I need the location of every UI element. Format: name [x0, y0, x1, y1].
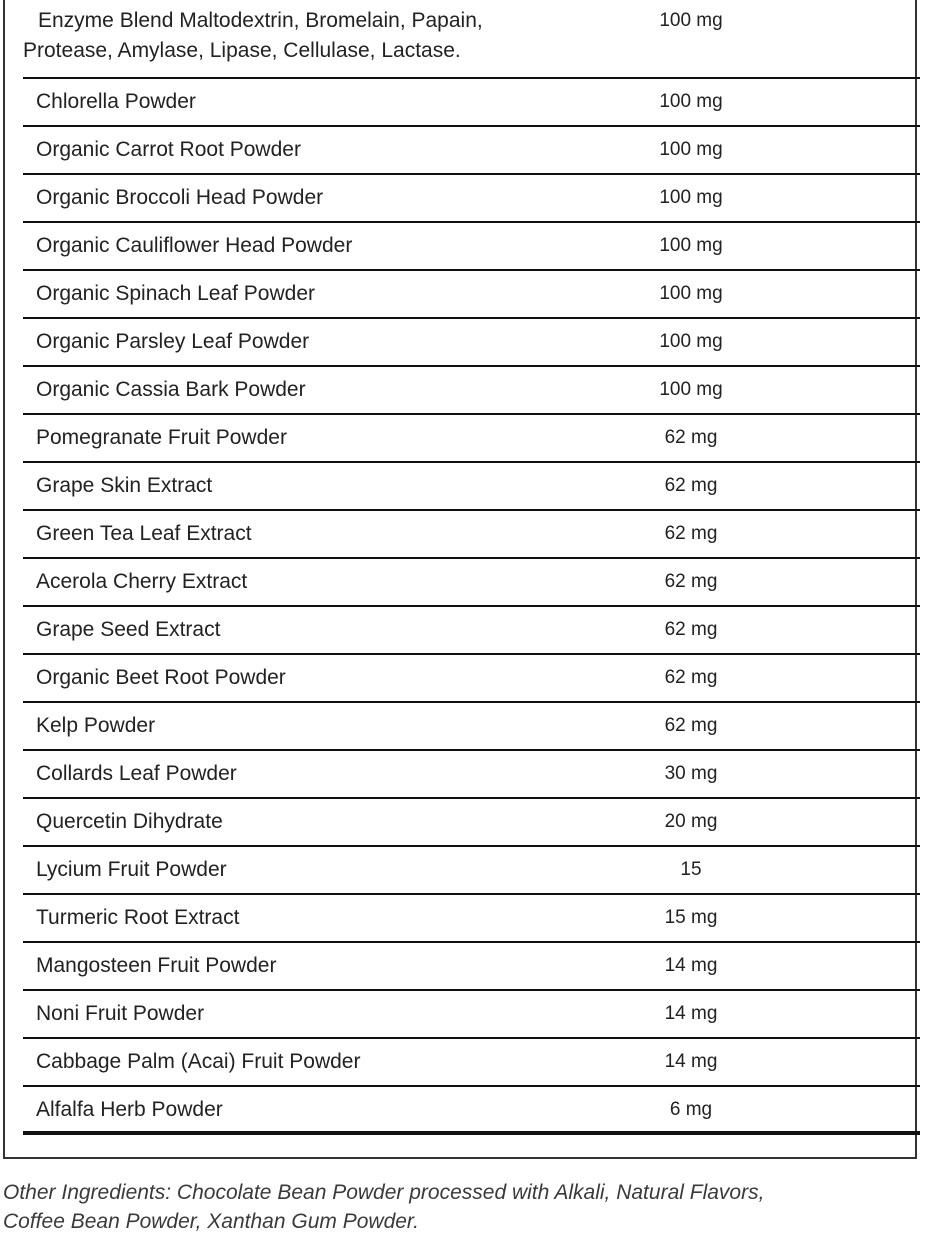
ingredient-name: Acerola Cherry Extract — [23, 558, 646, 606]
ingredient-name: Lycium Fruit Powder — [23, 846, 646, 894]
ingredient-name: Turmeric Root Extract — [23, 894, 646, 942]
ingredient-name: Cabbage Palm (Acai) Fruit Powder — [23, 1038, 646, 1086]
ingredient-amount: 20 mg — [646, 798, 920, 846]
ingredient-name: Kelp Powder — [23, 702, 646, 750]
supplement-facts-table — [23, 0, 920, 1135]
ingredient-amount: 62 mg — [646, 414, 920, 462]
table-row — [23, 0, 920, 78]
ingredient-amount: 100 mg — [646, 78, 920, 126]
ingredient-name — [23, 0, 646, 78]
ingredient-amount: 14 mg — [646, 990, 920, 1038]
ingredient-name-line-1: Enzyme Blend Maltodextrin, Bromelain, Papain, — [38, 9, 483, 32]
table-row — [23, 366, 920, 414]
ingredient-name: Organic Broccoli Head Powder — [23, 174, 646, 222]
table-row — [23, 942, 920, 990]
table-row — [23, 606, 920, 654]
ingredient-amount: 6 mg — [646, 1086, 920, 1133]
ingredient-amount: 62 mg — [646, 654, 920, 702]
table-row — [23, 174, 920, 222]
other-ingredients-line-1: Other Ingredients: Chocolate Bean Powder processed with Alkali, Natural Flavors, — [3, 1181, 765, 1204]
ingredient-amount: 30 mg — [646, 750, 920, 798]
ingredient-amount: 62 mg — [646, 702, 920, 750]
ingredient-amount: 100 mg — [646, 222, 920, 270]
table-row — [23, 270, 920, 318]
ingredient-amount: 15 mg — [646, 894, 920, 942]
ingredient-name: Organic Beet Root Powder — [23, 654, 646, 702]
table-row — [23, 222, 920, 270]
ingredient-amount: 62 mg — [646, 558, 920, 606]
ingredient-name: Organic Spinach Leaf Powder — [23, 270, 646, 318]
supplement-facts-panel — [3, 0, 917, 1159]
ingredient-amount: 100 mg — [646, 0, 920, 78]
table-row — [23, 78, 920, 126]
ingredient-name: Grape Skin Extract — [23, 462, 646, 510]
ingredient-amount: 62 mg — [646, 510, 920, 558]
ingredient-name-line-2: Protease, Amylase, Lipase, Cellulase, Lactase. — [23, 39, 461, 62]
ingredient-amount: 14 mg — [646, 942, 920, 990]
table-row — [23, 126, 920, 174]
table-row — [23, 510, 920, 558]
ingredient-name: Noni Fruit Powder — [23, 990, 646, 1038]
ingredient-amount: 15 — [646, 846, 920, 894]
ingredient-name: Green Tea Leaf Extract — [23, 510, 646, 558]
ingredient-amount: 14 mg — [646, 1038, 920, 1086]
other-ingredients-note — [3, 1178, 923, 1236]
ingredient-name: Mangosteen Fruit Powder — [23, 942, 646, 990]
table-row — [23, 894, 920, 942]
ingredient-name: Chlorella Powder — [23, 78, 646, 126]
table-row — [23, 558, 920, 606]
other-ingredients-line-2: Coffee Bean Powder, Xanthan Gum Powder. — [3, 1210, 419, 1233]
ingredient-amount: 100 mg — [646, 126, 920, 174]
ingredient-amount: 100 mg — [646, 366, 920, 414]
ingredient-amount: 100 mg — [646, 318, 920, 366]
ingredient-name: Alfalfa Herb Powder — [23, 1086, 646, 1133]
ingredient-name: Organic Cassia Bark Powder — [23, 366, 646, 414]
table-row — [23, 846, 920, 894]
table-row — [23, 702, 920, 750]
ingredient-amount: 100 mg — [646, 270, 920, 318]
table-row — [23, 990, 920, 1038]
table-row — [23, 798, 920, 846]
table-row — [23, 750, 920, 798]
ingredient-name: Organic Parsley Leaf Powder — [23, 318, 646, 366]
ingredient-amount: 100 mg — [646, 174, 920, 222]
table-row — [23, 414, 920, 462]
table-row — [23, 318, 920, 366]
ingredient-name: Pomegranate Fruit Powder — [23, 414, 646, 462]
ingredient-name: Collards Leaf Powder — [23, 750, 646, 798]
ingredient-name: Organic Cauliflower Head Powder — [23, 222, 646, 270]
table-row — [23, 1038, 920, 1086]
table-row — [23, 1086, 920, 1133]
ingredient-name: Organic Carrot Root Powder — [23, 126, 646, 174]
ingredient-name: Quercetin Dihydrate — [23, 798, 646, 846]
table-row — [23, 462, 920, 510]
ingredient-name: Grape Seed Extract — [23, 606, 646, 654]
ingredient-amount: 62 mg — [646, 606, 920, 654]
ingredient-amount: 62 mg — [646, 462, 920, 510]
table-row — [23, 654, 920, 702]
